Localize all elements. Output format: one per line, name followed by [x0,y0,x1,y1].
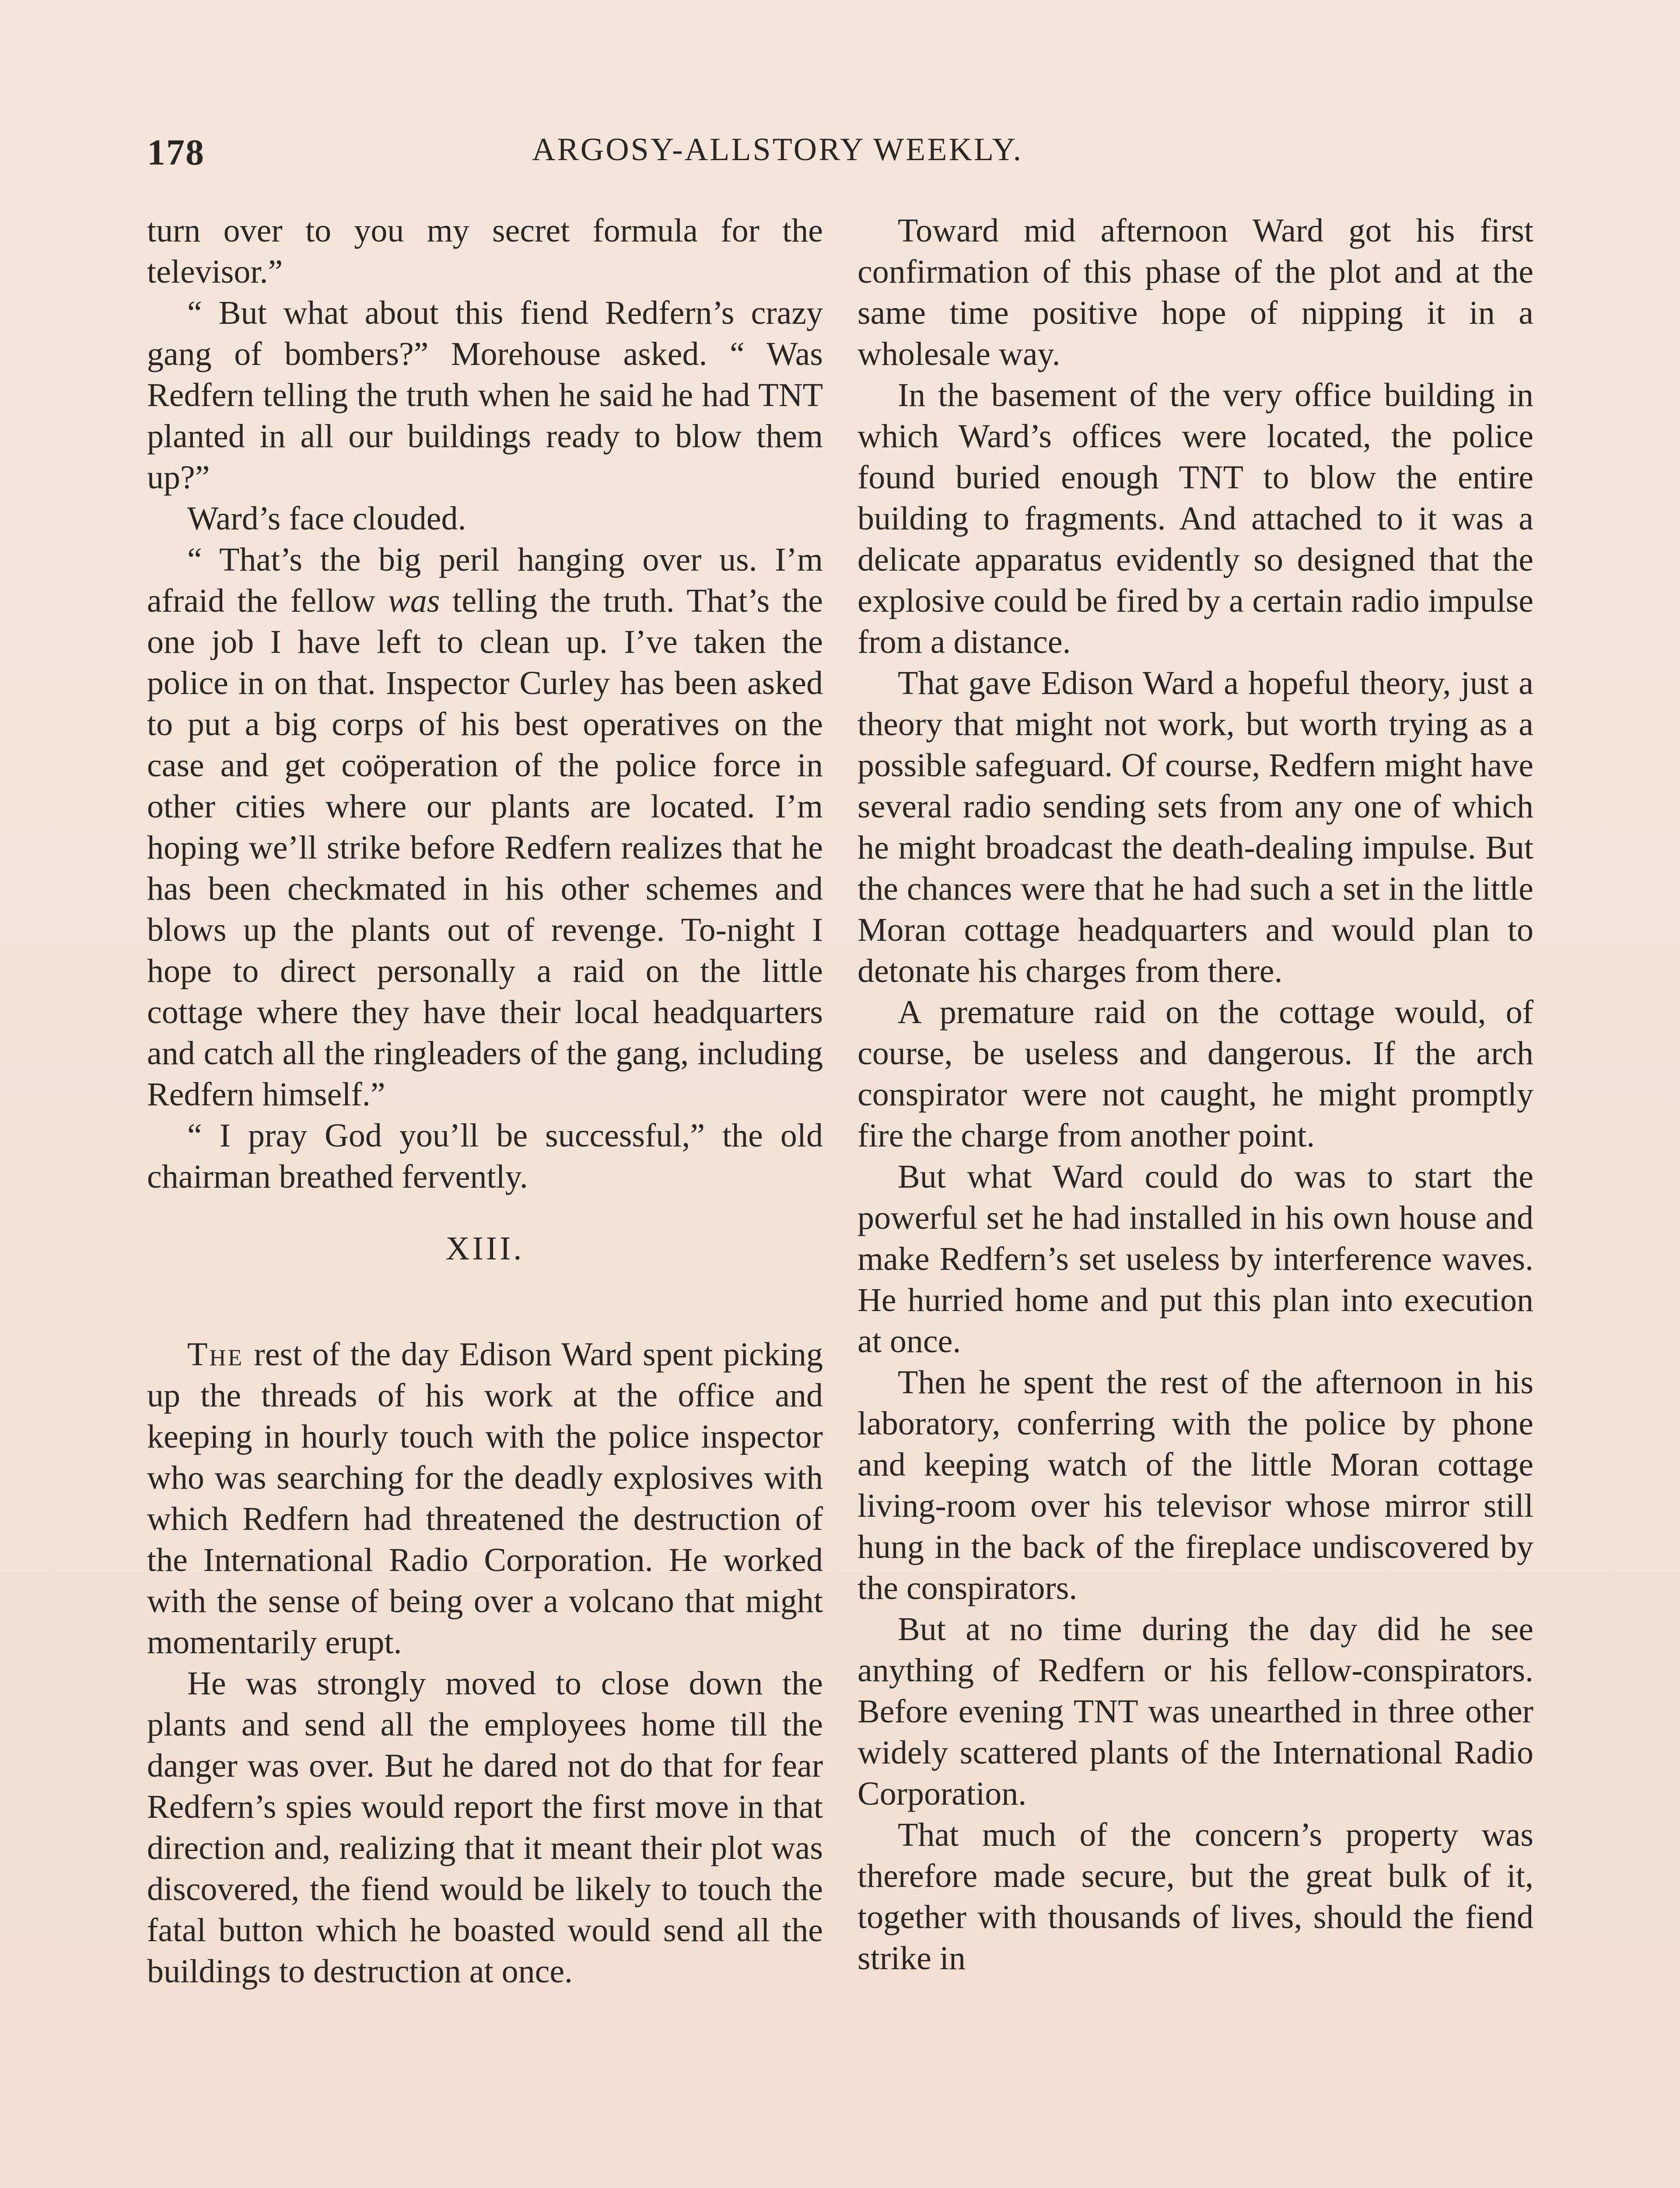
paragraph: “ But what about this fiend Redfern’s crazy gang of bombers?” Morehouse asked. “ Was Redfern telling the truth when he said he had TNT planted in all our buildings ready to blow them up?” [147,295,823,496]
paragraph: But what Ward could do was to start the powerful set he had installed in his own house and make Redfern’s set useless by interference waves. He hurried home and put this plan into execution at once. [858,1158,1533,1360]
right-column [858,210,1533,1979]
paragraph: “ I pray God you’ll be successful,” the old chairman breathed fervently. [147,1117,823,1195]
paragraph: That much of the concern’s property was therefore made secure, but the great bulk of it, together with thousands of lives, should the fiend strike in [858,1816,1533,1977]
paragraph [147,1334,823,1663]
paragraph [147,539,823,1115]
paragraph: Ward’s face clouded. [187,500,466,537]
opening-word: The [187,1336,244,1373]
paragraph: Toward mid afternoon Ward got his first confirmation of this phase of the plot and at the same time positive hope of nipping it in a wholesale way. [858,212,1533,372]
emphasis: was [388,582,440,619]
chapter-heading: XIII. [445,1230,525,1267]
running-head: ARGOSY-ALLSTORY WEEKLY. [532,132,1023,168]
page-header [147,131,1149,184]
paragraph: But at no time during the day did he see anything of Redfern or his fellow-conspirators. Before evening TNT was unearthed in three other widely scattered plants of the International Radio Corporation. [858,1611,1533,1812]
text-run: “ That’s the big peril hanging over us. I’m afraid the fellow [147,541,823,619]
paragraph: A premature raid on the cottage would, of course, be useless and dangerous. If the arch conspirator were not caught, he might promptly fire the charge from another point. [858,994,1533,1154]
page-number: 178 [147,132,205,173]
paragraph: He was strongly moved to close down the plants and send all the employees home till the danger was over. But he dared not do that for fear Redfern’s spies would report the first move in that direction and, realizing that it meant their plot was discovered, the fiend would be likely to touch the fatal button which he boasted would send all the buildings to destruction at once. [147,1665,823,1990]
paragraph: turn over to you my secret formula for the televisor.” [147,212,823,290]
paragraph: Then he spent the rest of the afternoon in his laboratory, conferring with the police by phone and keeping watch of the little Moran cottage living-room over his televisor whose mirror still hung in the back of the fireplace undiscovered by the conspirators. [858,1364,1533,1606]
left-column [147,210,823,1992]
paragraph: That gave Edison Ward a hopeful theory, just a theory that might not work, but worth trying as a possible safeguard. Of course, Redfern might have several radio sending sets from any one of which he might broadcast the death-dealing impulse. But the chances were that he had such a set in the little Moran cottage headquarters and would plan to detonate his charges from there. [858,665,1533,989]
text-run: telling the truth. That’s the one job I have left to clean up. I’ve taken the police in on that. Inspector Curley has been asked to put a big corps of his best operatives on the case and get coöperation of the police force in other cities where our plants are located. I’m hoping we’ll strike before Redfern realizes that he has been checkmated in his other schemes and blows up the plants out of revenge. To-night I hope to direct personally a raid on the little cottage where they have their local headquarters and catch all the ringleaders of the gang, including Redfern himself.” [147,582,823,1113]
text-run: rest of the day Edison Ward spent picking up the threads of his work at the office and keeping in hourly touch with the police inspector who was searching for the deadly explosives with which Redfern had threatened the destruction of the International Radio Corporation. He worked with the sense of being over a volcano that might momentarily erupt. [147,1336,823,1661]
paragraph: In the basement of the very office building in which Ward’s offices were located, the police found buried enough TNT to blow the entire building to fragments. And attached to it was a delicate apparatus evidently so designed that the explosive could be fired by a certain radio impulse from a distance. [858,377,1533,660]
